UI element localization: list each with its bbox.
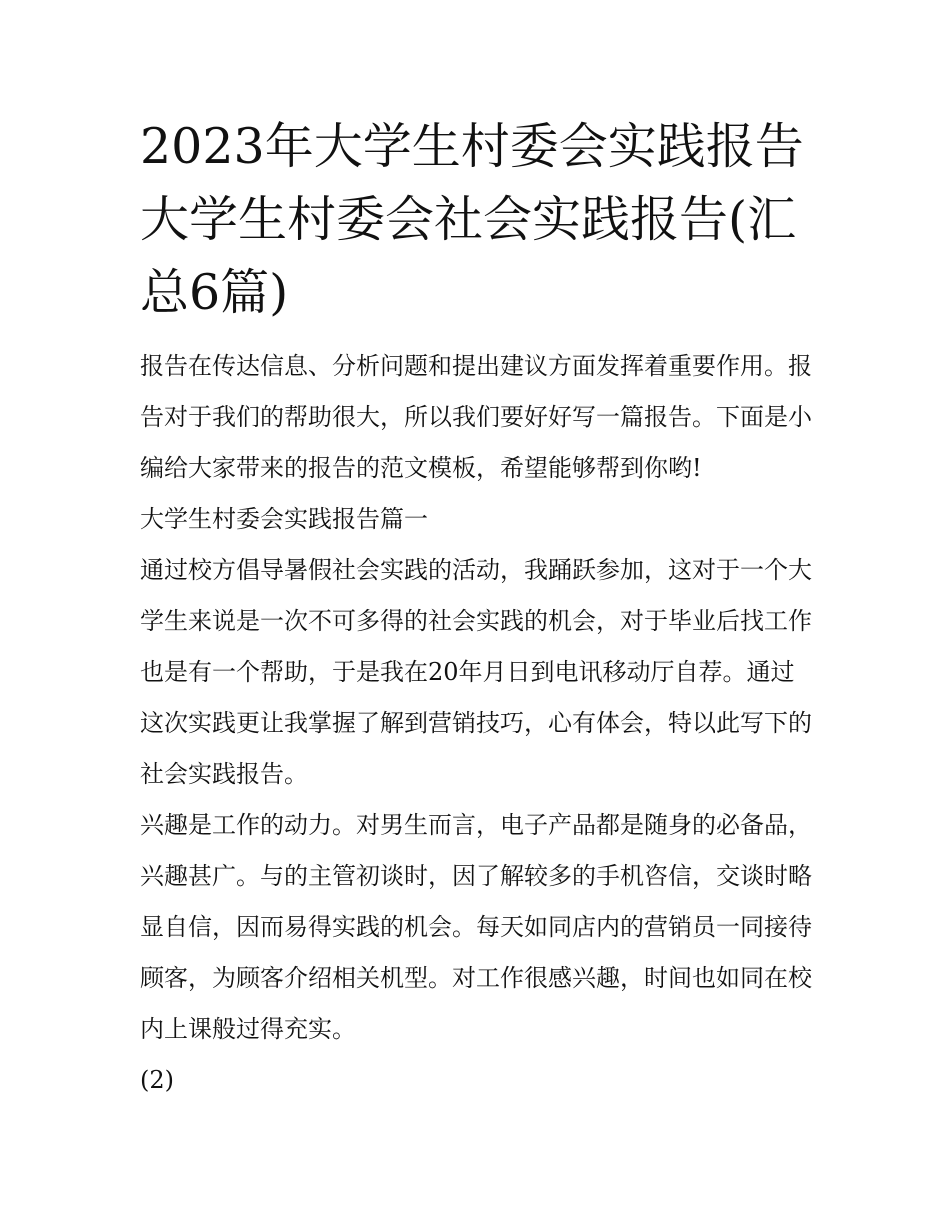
document-body bbox=[140, 341, 812, 1106]
document-title: 2023年大学生村委会实践报告大学生村委会社会实践报告(汇总6篇) bbox=[140, 118, 804, 321]
document-content bbox=[140, 110, 812, 1106]
body-paragraph: 兴趣是工作的动力。对男生而言，电子产品都是随身的必备品，兴趣甚广。与的主管初谈时，因了解较多的手机咨信，交谈时略显自信，因而易得实践的机会。每天如同店内的营销员一同接待顾客，为顾客介绍相关机型。对工作很感兴趣，时间也如同在校内上课般过得充实。 bbox=[140, 811, 812, 1043]
body-paragraph: 通过校方倡导暑假社会实践的活动，我踊跃参加，这对于一个大学生来说是一次不可多得的社会实践的机会，对于毕业后找工作也是有一个帮助，于是我在20年月日到电讯移动厅自荐。通过这次实践更让我掌握了解到营销技巧，心有体会，特以此写下的社会实践报告。 bbox=[140, 556, 812, 788]
intro-paragraph: 报告在传达信息、分析问题和提出建议方面发挥着重要作用。报告对于我们的帮助很大，所以我们要好好写一篇报告。下面是小编给大家带来的报告的范文模板，希望能够帮到你哟! bbox=[140, 352, 812, 482]
section-heading: 大学生村委会实践报告篇一 bbox=[140, 505, 428, 533]
list-marker: (2) bbox=[140, 1066, 174, 1094]
